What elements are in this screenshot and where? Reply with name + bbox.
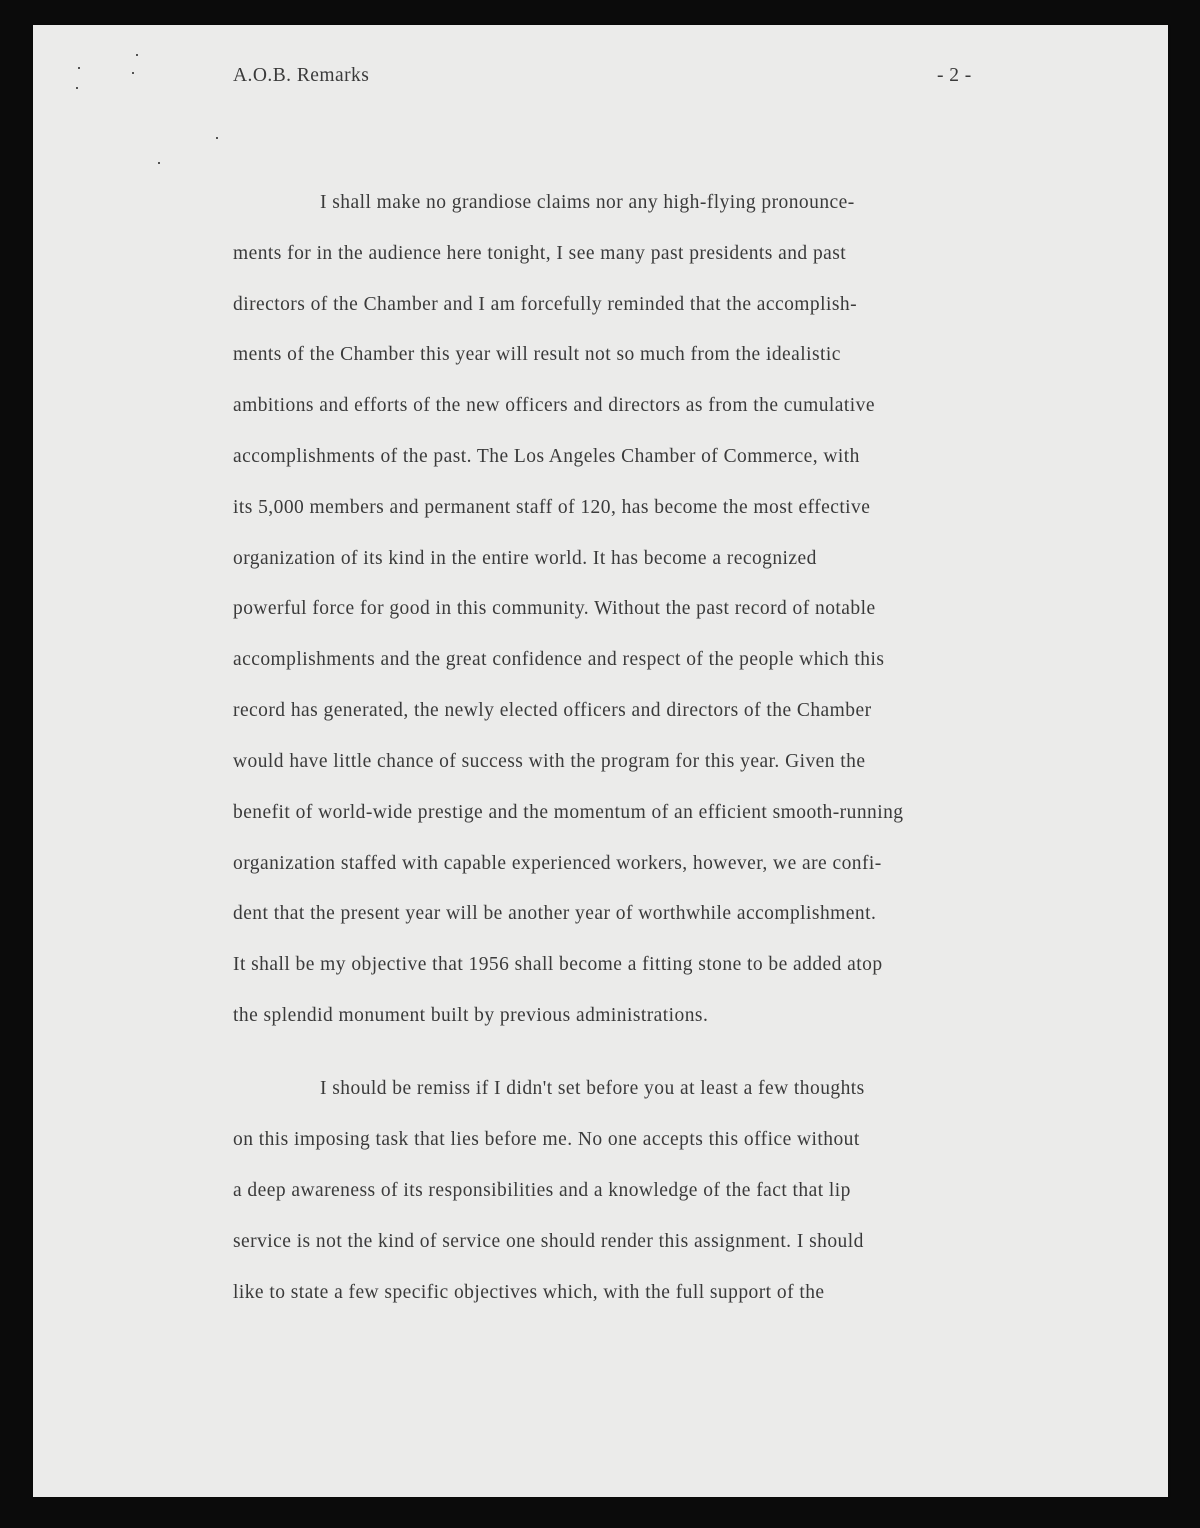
- text-line: ments for in the audience here tonight, I see many past presidents and past: [233, 243, 847, 264]
- text-line: ments of the Chamber this year will result not so much from the idealistic: [233, 344, 841, 365]
- margin-speck: [76, 87, 78, 89]
- margin-speck: [136, 54, 138, 56]
- text-line: organization staffed with capable experienced workers, however, we are confi-: [233, 853, 882, 874]
- text-line: the splendid monument built by previous administrations.: [233, 1005, 709, 1026]
- text-line: I should be remiss if I didn't set before you at least a few thoughts: [320, 1078, 865, 1099]
- text-line: service is not the kind of service one should render this assignment. I should: [233, 1231, 864, 1252]
- text-line: its 5,000 members and permanent staff of 120, has become the most effective: [233, 497, 871, 518]
- page-header-title: A.O.B. Remarks: [233, 65, 370, 86]
- text-line: organization of its kind in the entire world. It has become a recognized: [233, 548, 817, 569]
- margin-speck: [132, 72, 134, 74]
- text-line: would have little chance of success with the program for this year. Given the: [233, 751, 866, 772]
- margin-speck: [216, 137, 218, 139]
- margin-speck: [78, 67, 80, 69]
- text-line: It shall be my objective that 1956 shall become a fitting stone to be added atop: [233, 954, 883, 975]
- text-line: ambitions and efforts of the new officers and directors as from the cumulative: [233, 395, 875, 416]
- document-page: [33, 25, 1168, 1497]
- text-line: record has generated, the newly elected officers and directors of the Chamber: [233, 700, 872, 721]
- text-line: like to state a few specific objectives which, with the full support of the: [233, 1282, 825, 1303]
- text-line: accomplishments and the great confidence and respect of the people which this: [233, 649, 885, 670]
- text-line: I shall make no grandiose claims nor any high-flying pronounce-: [320, 192, 855, 213]
- text-line: accomplishments of the past. The Los Angeles Chamber of Commerce, with: [233, 446, 860, 467]
- text-line: a deep awareness of its responsibilities and a knowledge of the fact that lip: [233, 1180, 851, 1201]
- text-line: dent that the present year will be another year of worthwhile accomplishment.: [233, 903, 877, 924]
- margin-speck: [158, 162, 160, 164]
- text-line: on this imposing task that lies before me. No one accepts this office without: [233, 1129, 860, 1150]
- text-line: benefit of world-wide prestige and the momentum of an efficient smooth-running: [233, 802, 904, 823]
- text-line: powerful force for good in this community. Without the past record of notable: [233, 598, 876, 619]
- page-number: - 2 -: [937, 65, 972, 86]
- text-line: directors of the Chamber and I am forcefully reminded that the accomplish-: [233, 294, 858, 315]
